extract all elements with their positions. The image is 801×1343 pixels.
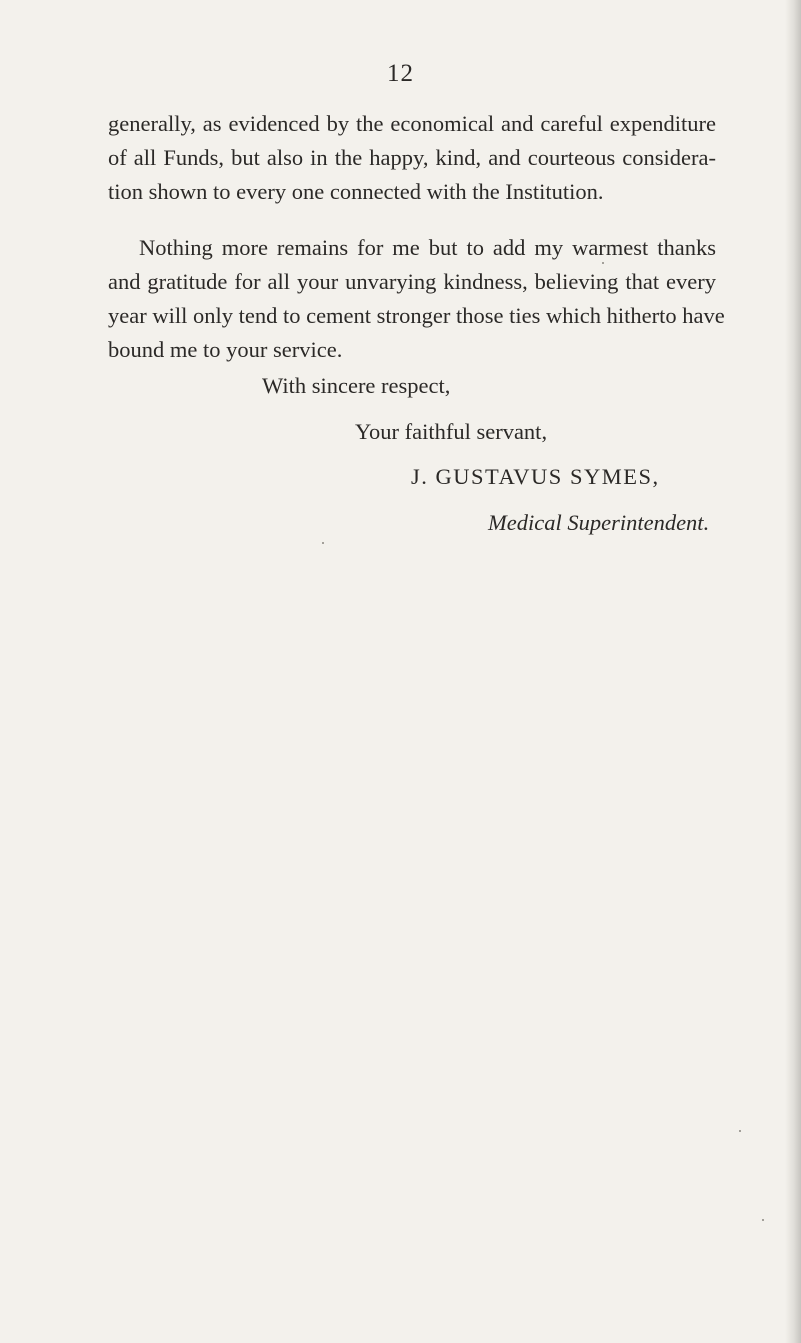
paragraph-1-line-1: generally, as evidenced by the economical and careful expenditure [108, 111, 716, 136]
paper-speck [322, 542, 324, 544]
closing-valediction: Your faithful servant, [355, 419, 548, 444]
paragraph-2-line-4: bound me to your service. [108, 337, 343, 362]
page-number: 12 [387, 60, 414, 87]
paragraph-2-line-3: year will only tend to cement stronger those ties which hitherto have [108, 303, 725, 328]
paper-speck [739, 1130, 741, 1132]
paper-speck [602, 262, 604, 264]
signatory-name: J. GUSTAVUS SYMES, [411, 464, 660, 489]
page-edge-shadow [785, 0, 801, 1343]
closing-salutation: With sincere respect, [262, 373, 451, 398]
paragraph-1-line-2: of all Funds, but also in the happy, kind, and courteous considera- [108, 145, 716, 170]
paper-speck [762, 1219, 764, 1221]
paragraph-2-line-2: and gratitude for all your unvarying kindness, believing that every [108, 269, 716, 294]
paragraph-2-line-1: Nothing more remains for me but to add my warmest thanks [139, 235, 716, 260]
paragraph-1-line-3: tion shown to every one connected with the Institution. [108, 179, 604, 204]
signatory-title: Medical Superintendent. [488, 510, 710, 535]
